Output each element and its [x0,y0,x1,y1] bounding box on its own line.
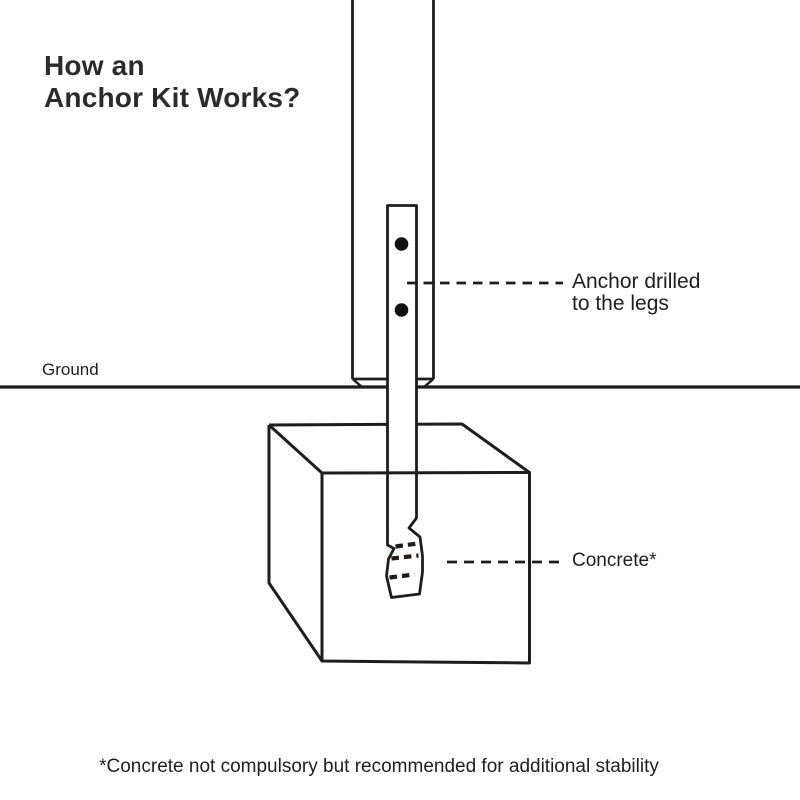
concrete-block-front-face [322,473,530,664]
anchor-drilled-label [572,271,700,315]
anchor-drilled-label-line2: to the legs [572,292,669,315]
concrete-label: Concrete* [572,550,657,571]
ground-label: Ground [42,360,99,379]
footnote: *Concrete not compulsory but recommended for additional stability [99,756,659,777]
page-title [44,50,300,114]
anchor-bolt-bottom [395,303,409,317]
anchor-drilled-label-line1: Anchor drilled [572,270,701,293]
page-title-line1: How an [44,50,145,81]
page-title-line2: Anchor Kit Works? [44,82,301,113]
anchor-bolt-top [395,237,409,251]
anchor-plate [387,206,423,598]
